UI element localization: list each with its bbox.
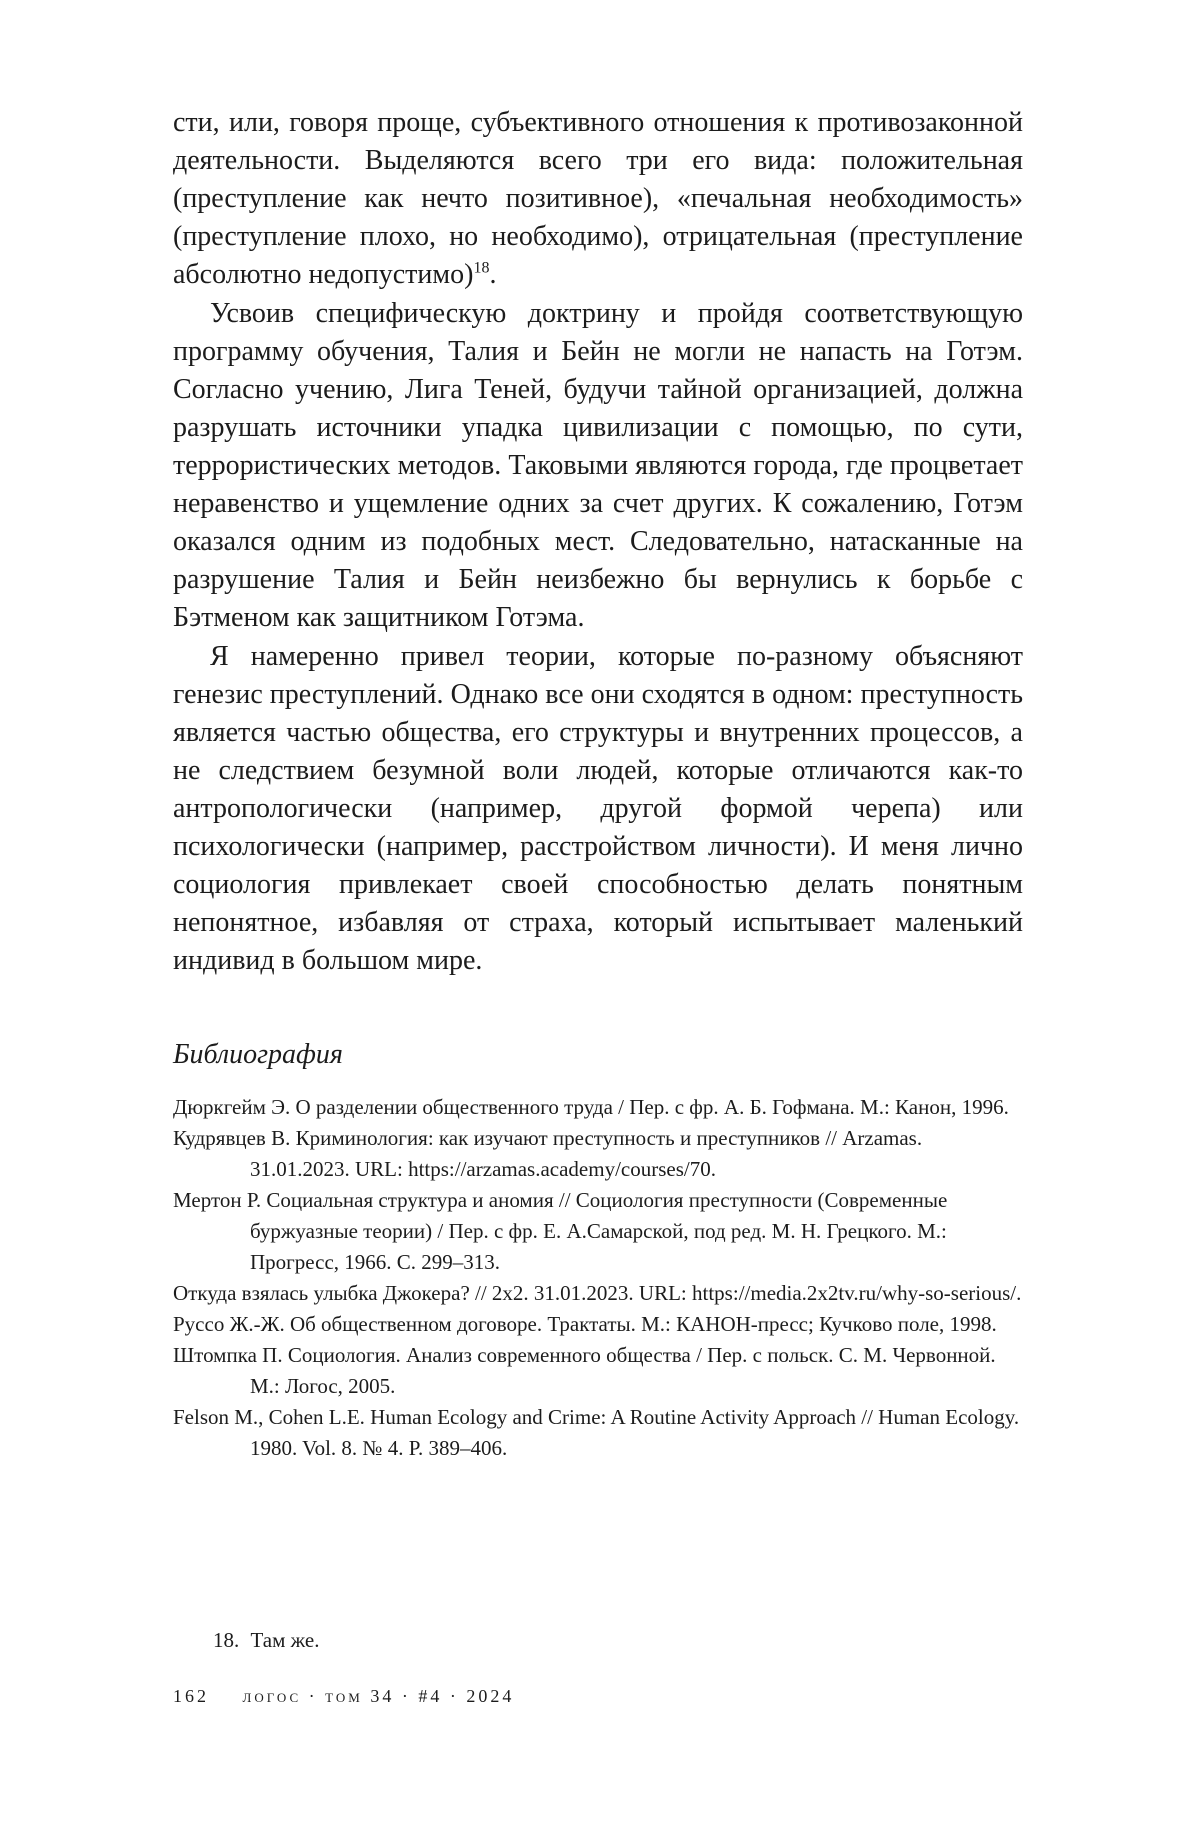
bibliography-list [173,1092,1023,1464]
paragraph: Усвоив специфическую доктрину и пройдя соответствующую программу обучения, Талия и Бейн не могли не напасть на Готэм. Согласно учению, Лига Теней, будучи тайной организацией, должна разрушать источники упадка цивилизации с помощью, по сути, террористических методов. Таковыми являются города, где процветает неравенство и ущемление одних за счет других. К сожалению, Готэм оказался одним из подобных мест. Следовательно, натасканные на разрушение Талия и Бейн неизбежно бы вернулись к борьбе с Бэтменом как защитником Готэма. [173,298,1023,633]
footnote-text: Там же. [250,1628,320,1652]
page-number: 162 [173,1686,209,1706]
bibliography-entry: Штомпка П. Социология. Анализ современного общества / Пер. с польск. С. М. Червонной. М.: Логос, 2005. [173,1343,996,1398]
paragraph [173,104,1023,294]
bibliography-entry: Felson M., Cohen L.E. Human Ecology and Crime: A Routine Activity Approach // Human Ecology. 1980. Vol. 8. № 4. P. 389–406. [173,1405,1020,1460]
footnote-number: 18. [213,1628,240,1652]
footnote [213,1625,319,1655]
page-content [173,104,1023,1464]
body-text [173,104,1023,980]
footnote-ref[interactable]: 18 [473,259,490,277]
bibliography-entry: Кудрявцев В. Криминология: как изучают преступность и преступников // Arzamas. 31.01.2023. URL: https://arzamas.academy/courses/70. [173,1126,923,1181]
bibliography-entry: Руссо Ж.-Ж. Об общественном договоре. Трактаты. М.: КАНОН-пресс; Кучково поле, 1998. [173,1312,997,1336]
paragraph-tail: . [489,259,497,290]
bibliography-entry: Мертон Р. Социальная структура и аномия // Социология преступности (Современные буржуазные теории) / Пер. с фр. Е. А.Самарской, под ред. М. Н. Грецкого. М.: Прогресс, 1966. С. 299–313. [173,1188,948,1274]
paragraph-text: сти, или, говоря проще, субъективного отношения к противозаконной деятельности. Выделяются всего три его вида: положительная (преступление как нечто позитивное), «печальная необходимость» (преступление плохо, но необходимо), отрицательная (преступление абсолютно недопустимо) [173,107,1023,290]
paragraph: Я намеренно привел теории, которые по-разному объясняют генезис преступлений. Однако все они сходятся в одном: преступность является частью общества, его структуры и внутренних процессов, а не следствием безумной воли людей, которые отличаются как-то антропологически (например, другой формой черепа) или психологически (например, расстройством личности). И меня лично социология привлекает своей способностью делать понятным непонятное, избавляя от страха, который испытывает маленький индивид в большом мире. [173,641,1023,976]
journal-title: логос · том 34 · #4 · 2024 [242,1686,515,1706]
bibliography-heading: Библиография [173,1039,343,1070]
page-footer [173,1684,514,1708]
bibliography-entry: Откуда взялась улыбка Джокера? // 2х2. 31.01.2023. URL: https://media.2x2tv.ru/why-so-serious/. [173,1281,1022,1305]
bibliography-entry: Дюркгейм Э. О разделении общественного труда / Пер. с фр. А. Б. Гофмана. М.: Канон, 1996. [173,1095,1009,1119]
